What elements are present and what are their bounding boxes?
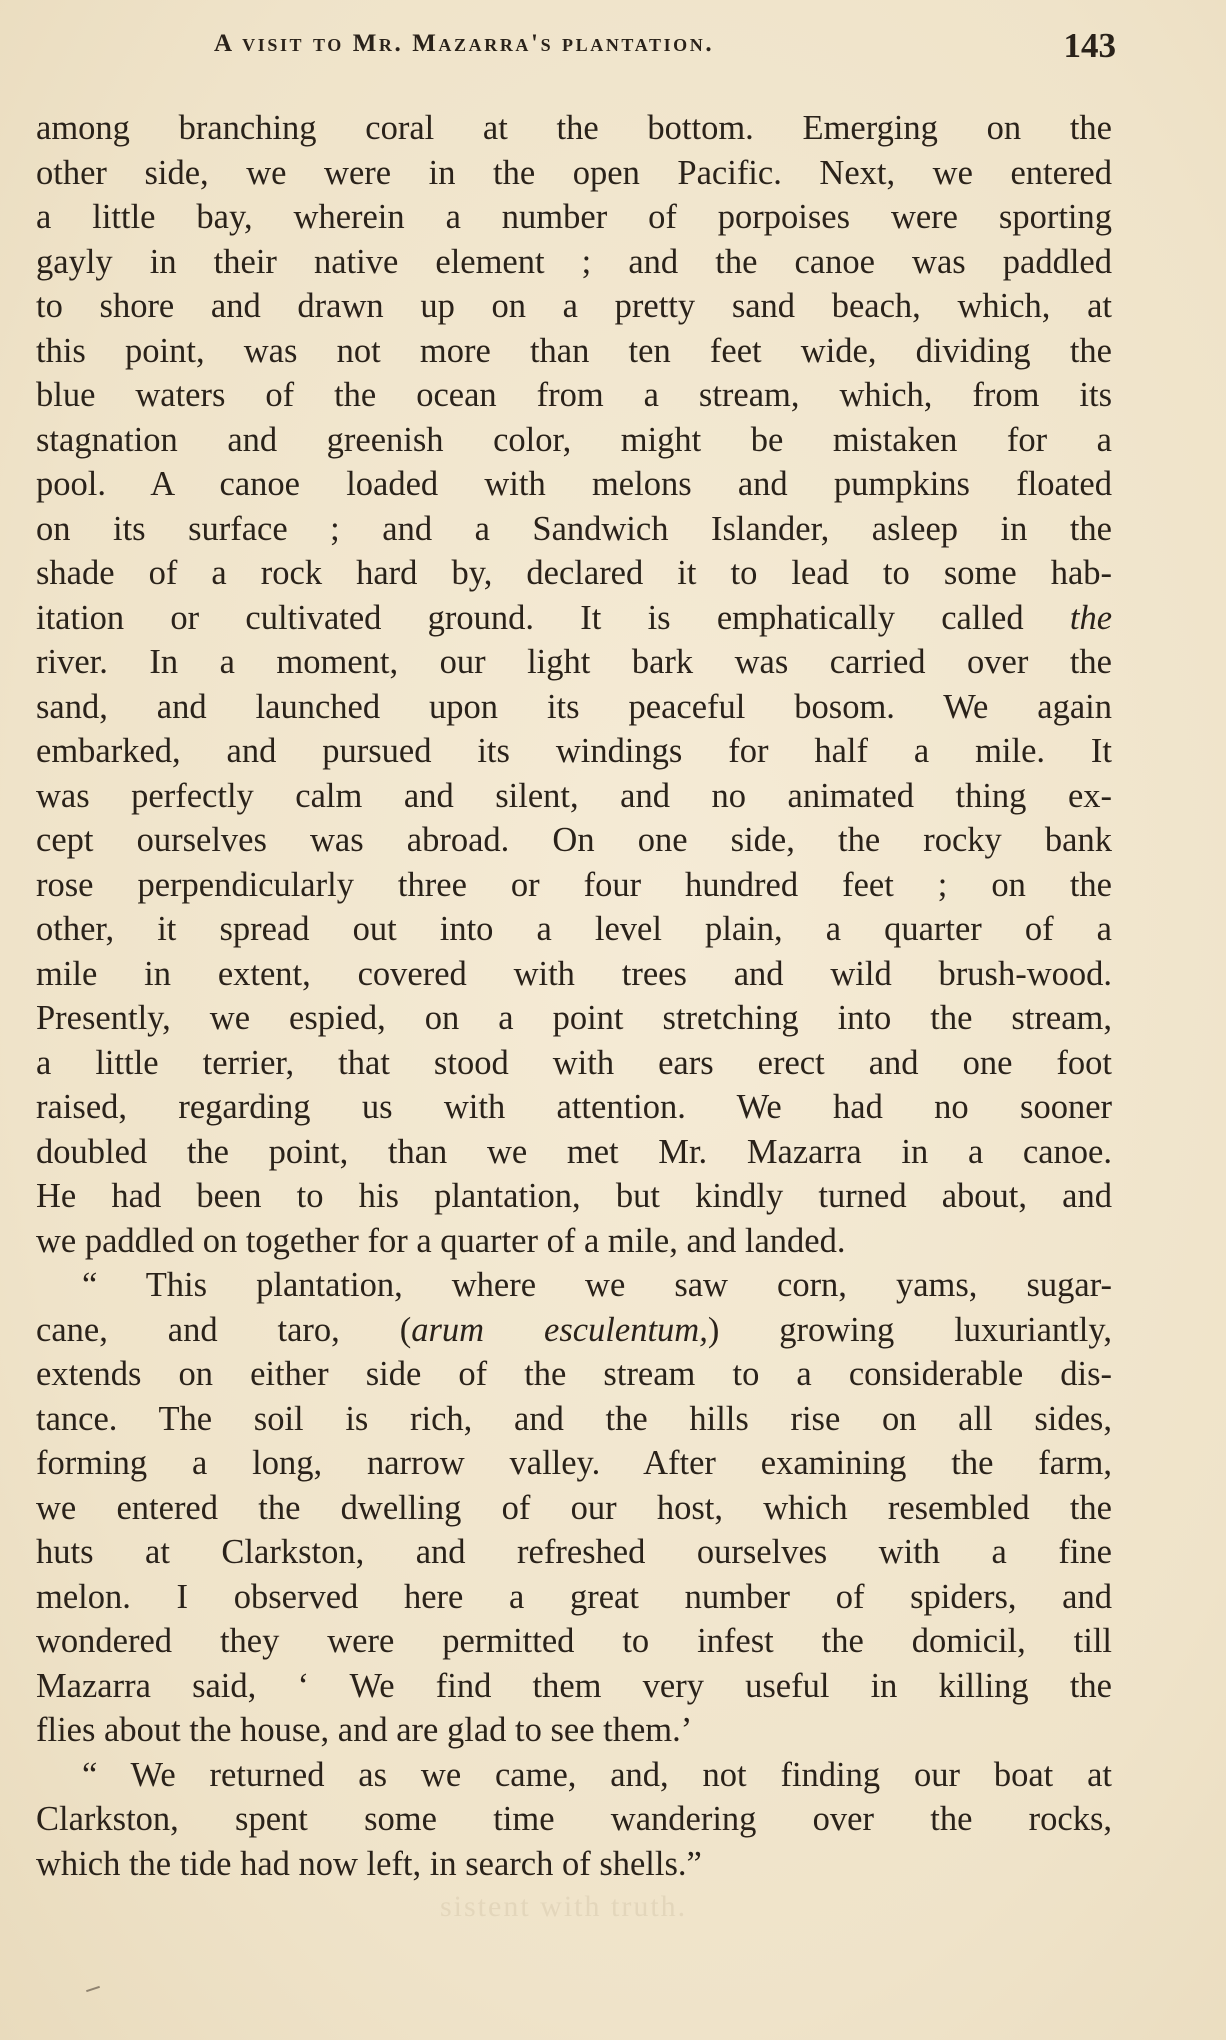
text-line: we entered the dwelling of our host, which resembled the: [36, 1488, 1112, 1527]
text-line: among branching coral at the bottom. Emerging on the: [36, 109, 1112, 147]
text-line: on its surface ; and a Sandwich Islander, asleep in the: [36, 509, 1112, 548]
text-line: Mazarra said, ‘ We find them very useful in killing the: [36, 1666, 1112, 1705]
text-line: tance. The soil is rich, and the hills rise on all sides,: [36, 1399, 1112, 1438]
text-line-with-italic: [36, 1308, 1112, 1353]
text-segment: ) growing luxuriantly,: [707, 1310, 1112, 1349]
text-line: flies about the house, and are glad to see them.’: [36, 1711, 693, 1749]
text-line: gayly in their native element ; and the canoe was paddled: [36, 242, 1112, 281]
paragraph-start-line: “ We returned as we came, and, not finding our boat at: [82, 1755, 1112, 1794]
text-line: stagnation and greenish color, might be mistaken for a: [36, 420, 1112, 459]
text-line: He had been to his plantation, but kindly turned about, and: [36, 1177, 1112, 1215]
text-line: this point, was not more than ten feet wide, dividing the: [36, 331, 1112, 370]
text-line: cept ourselves was abroad. On one side, the rocky bank: [36, 821, 1112, 859]
text-line: forming a long, narrow valley. After examining the farm,: [36, 1444, 1112, 1482]
text-line: wondered they were permitted to infest the domicil, till: [36, 1622, 1112, 1660]
text-line: we paddled on together for a quarter of a mile, and landed.: [36, 1221, 846, 1260]
italic-word: the: [1069, 598, 1112, 637]
show-through-text: sistent with truth.: [440, 1890, 688, 1923]
text-line: to shore and drawn up on a pretty sand beach, which, at: [36, 287, 1112, 325]
text-line: mile in extent, covered with trees and wild brush-wood.: [36, 954, 1112, 993]
text-line: extends on either side of the stream to a considerable dis-: [36, 1355, 1112, 1393]
paragraph-start-line: “ This plantation, where we saw corn, yams, sugar-: [82, 1266, 1112, 1304]
text-line: Presently, we espied, on a point stretching into the stream,: [36, 999, 1112, 1037]
text-line: a little bay, wherein a number of porpoises were sporting: [36, 198, 1112, 236]
text-line: a little terrier, that stood with ears erect and one foot: [36, 1043, 1112, 1082]
text-line: pool. A canoe loaded with melons and pumpkins floated: [36, 465, 1112, 503]
text-line: sand, and launched upon its peaceful bosom. We again: [36, 687, 1112, 726]
text-line: doubled the point, than we met Mr. Mazarra in a canoe.: [36, 1132, 1112, 1171]
text-segment: cane, and taro, (: [36, 1310, 412, 1349]
paper-mark: [86, 1986, 100, 1992]
text-segment: itation or cultivated ground. It is emphatically called: [36, 598, 1024, 637]
text-line: huts at Clarkston, and refreshed ourselves with a fine: [36, 1533, 1112, 1571]
page-number: 143: [1063, 26, 1116, 65]
text-line: raised, regarding us with attention. We had no sooner: [36, 1088, 1112, 1126]
text-line: shade of a rock hard by, declared it to lead to some hab-: [36, 554, 1112, 592]
text-line: was perfectly calm and silent, and no animated thing ex-: [36, 776, 1112, 815]
text-line: embarked, and pursued its windings for half a mile. It: [36, 732, 1112, 770]
text-line: other side, we were in the open Pacific. Next, we entered: [36, 153, 1112, 192]
text-line-with-italic: [36, 596, 1112, 641]
running-head: [36, 28, 1116, 68]
text-line: which the tide had now left, in search of shells.”: [36, 1844, 702, 1883]
text-line: Clarkston, spent some time wandering over the rocks,: [36, 1800, 1112, 1838]
text-line: blue waters of the ocean from a stream, which, from its: [36, 376, 1112, 414]
italic-species-name: arum esculentum,: [411, 1310, 708, 1349]
text-line: river. In a moment, our light bark was carried over the: [36, 643, 1112, 681]
text-line: rose perpendicularly three or four hundred feet ; on the: [36, 865, 1112, 904]
body-text: [36, 106, 1112, 1886]
running-head-title: A visit to Mr. Mazarra's plantation.: [214, 30, 715, 57]
text-line: other, it spread out into a level plain, a quarter of a: [36, 910, 1112, 948]
text-line: melon. I observed here a great number of spiders, and: [36, 1577, 1112, 1616]
